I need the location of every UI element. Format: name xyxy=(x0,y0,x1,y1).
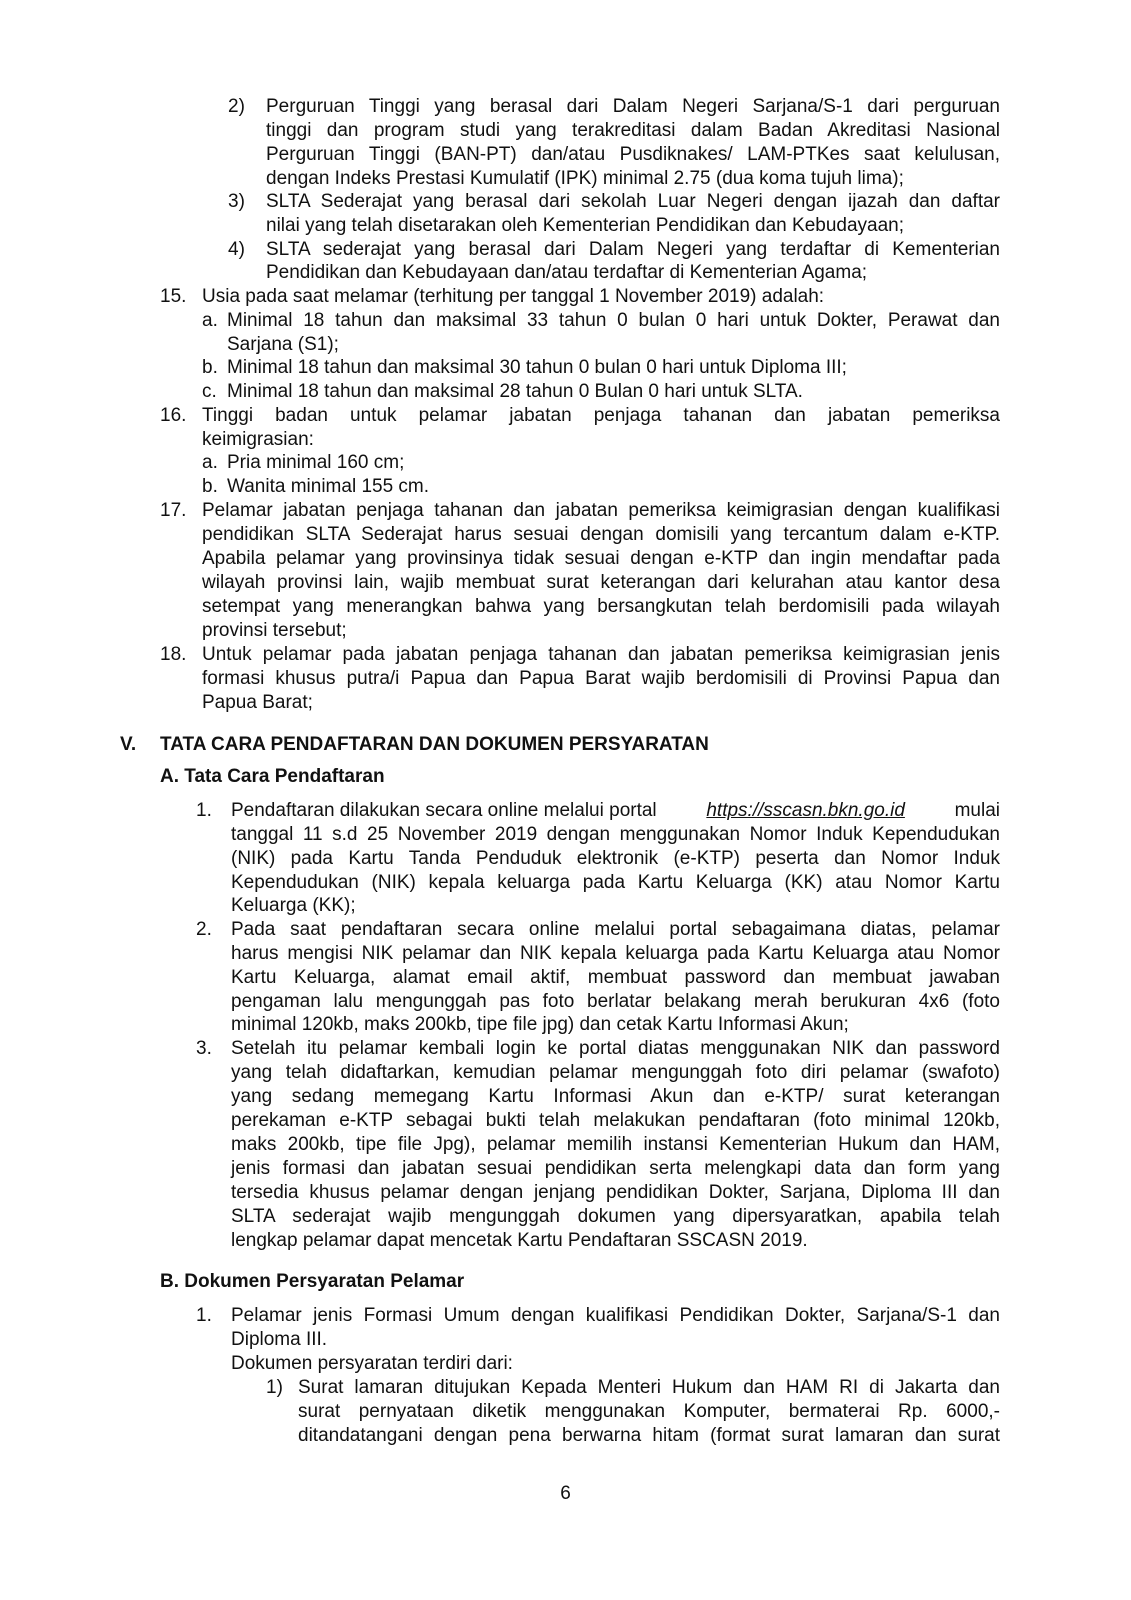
list-marker: 2) xyxy=(228,96,245,117)
paragraph-line: tinggi dan program studi yang terakreditasi dalam Badan Akreditasi Nasional xyxy=(266,120,1000,141)
paragraph-line: nilai yang telah disetarakan oleh Kementerian Pendidikan dan Kebudayaan; xyxy=(266,215,905,236)
list-marker: a. xyxy=(202,310,218,331)
paragraph-line: SLTA Sederajat yang berasal dari sekolah Luar Negeri dengan ijazah dan daftar xyxy=(266,191,1000,212)
paragraph-line: (NIK) pada Kartu Tanda Penduduk elektronik (e-KTP) peserta dan Nomor Induk xyxy=(231,848,1000,869)
list-marker: c. xyxy=(202,381,217,402)
section-numeral: V. xyxy=(120,734,137,755)
paragraph-line: Untuk pelamar pada jabatan penjaga tahanan dan jabatan pemeriksa keimigrasian jenis xyxy=(202,644,1000,665)
list-marker: b. xyxy=(202,476,218,497)
list-marker: 1) xyxy=(266,1377,283,1398)
paragraph-line: formasi khusus putra/i Papua dan Papua Barat wajib berdomisili di Provinsi Papua dan xyxy=(202,668,1000,689)
paragraph-line: Usia pada saat melamar (terhitung per tanggal 1 November 2019) adalah: xyxy=(202,286,825,307)
paragraph-line: Diploma III. xyxy=(231,1329,328,1350)
paragraph-line: provinsi tersebut; xyxy=(202,620,347,641)
paragraph-line: Keluarga (KK); xyxy=(231,895,356,916)
paragraph-line: Pelamar jenis Formasi Umum dengan kualifikasi Pendidikan Dokter, Sarjana/S-1 dan xyxy=(231,1305,1000,1326)
paragraph-line: Setelah itu pelamar kembali login ke portal diatas menggunakan NIK dan password xyxy=(231,1038,1000,1059)
paragraph-line: Minimal 18 tahun dan maksimal 30 tahun 0 bulan 0 hari untuk Diploma III; xyxy=(227,357,847,378)
paragraph-line: perekaman e-KTP sebagai bukti telah melakukan pendaftaran (foto minimal 120kb, xyxy=(231,1110,1000,1131)
list-marker: 18. xyxy=(160,644,187,665)
paragraph-line: Sarjana (S1); xyxy=(227,334,339,355)
paragraph-line: pengaman lalu mengunggah pas foto berlatar belakang merah berukuran 4x6 (foto xyxy=(231,991,1000,1012)
paragraph-line: Minimal 18 tahun dan maksimal 28 tahun 0 Bulan 0 hari untuk SLTA. xyxy=(227,381,803,402)
paragraph-line: Pendidikan dan Kebudayaan dan/atau terdaftar di Kementerian Agama; xyxy=(266,262,868,283)
list-marker: 2. xyxy=(196,919,212,940)
list-marker: 3. xyxy=(196,1038,212,1059)
paragraph-line: lengkap pelamar dapat mencetak Kartu Pendaftaran SSCASN 2019. xyxy=(231,1230,808,1251)
text-span: Pendaftaran dilakukan secara online melalui portal xyxy=(231,800,657,821)
paragraph-line: jenis formasi dan jabatan sesuai pendidikan serta melengkapi data dan form yang xyxy=(231,1158,1000,1179)
paragraph-line: setempat yang menerangkan bahwa yang bersangkutan telah berdomisili pada wilayah xyxy=(202,596,1000,617)
paragraph-line: Pada saat pendaftaran secara online melalui portal sebagaimana diatas, pelamar xyxy=(231,919,1000,940)
paragraph-line: Surat lamaran ditujukan Kepada Menteri Hukum dan HAM RI di Jakarta dan xyxy=(298,1377,1000,1398)
paragraph-line: SLTA sederajat yang berasal dari Dalam Negeri yang terdaftar di Kementerian xyxy=(266,239,1000,260)
paragraph-line: tersedia khusus pelamar dengan jenjang pendidikan Dokter, Sarjana, Diploma III dan xyxy=(231,1182,1000,1203)
paragraph-line: Papua Barat; xyxy=(202,692,313,713)
page-number: 6 xyxy=(560,1483,571,1504)
list-marker: 1. xyxy=(196,1305,212,1326)
paragraph-line: dengan Indeks Prestasi Kumulatif (IPK) minimal 2.75 (dua koma tujuh lima); xyxy=(266,168,904,189)
paragraph-line: pendidikan SLTA Sederajat harus sesuai dengan domisili yang tercantum dalam e-KTP. xyxy=(202,524,1000,545)
paragraph-line: Wanita minimal 155 cm. xyxy=(227,476,430,497)
paragraph-line: Perguruan Tinggi yang berasal dari Dalam Negeri Sarjana/S-1 dari perguruan xyxy=(266,96,1000,117)
paragraph-line xyxy=(231,799,1000,823)
paragraph-line: Perguruan Tinggi (BAN-PT) dan/atau Pusdiknakes/ LAM-PTKes saat kelulusan, xyxy=(266,144,1000,165)
paragraph-line: wilayah provinsi lain, wajib membuat surat keterangan dari kelurahan atau kantor desa xyxy=(202,572,1000,593)
paragraph-line: minimal 120kb, maks 200kb, tipe file jpg) dan cetak Kartu Informasi Akun; xyxy=(231,1014,849,1035)
paragraph-line: Tinggi badan untuk pelamar jabatan penjaga tahanan dan jabatan pemeriksa xyxy=(202,405,1000,426)
paragraph-line: yang sedang memegang Kartu Informasi Akun dan e-KTP/ surat keterangan xyxy=(231,1086,1000,1107)
paragraph-line: Minimal 18 tahun dan maksimal 33 tahun 0 bulan 0 hari untuk Dokter, Perawat dan xyxy=(227,310,1000,331)
paragraph-line: Kependudukan (NIK) kepala keluarga pada Kartu Keluarga (KK) atau Nomor Kartu xyxy=(231,872,1000,893)
paragraph-line: yang telah didaftarkan, kemudian pelamar mengunggah foto diri pelamar (swafoto) xyxy=(231,1062,1000,1083)
paragraph-line: tanggal 11 s.d 25 November 2019 dengan menggunakan Nomor Induk Kependudukan xyxy=(231,824,1000,845)
list-marker: 16. xyxy=(160,405,187,426)
text-span: mulai xyxy=(954,800,1000,821)
paragraph-line: SLTA sederajat wajib mengunggah dokumen yang dipersyaratkan, apabila telah xyxy=(231,1206,1000,1227)
paragraph-line: harus mengisi NIK pelamar dan NIK kepala keluarga pada Kartu Keluarga atau Nomor xyxy=(231,943,1000,964)
paragraph-line: ditandatangani dengan pena berwarna hitam (format surat lamaran dan surat xyxy=(298,1425,1000,1446)
paragraph-line: keimigrasian: xyxy=(202,429,314,450)
list-marker: 15. xyxy=(160,286,187,307)
subsection-heading: A. Tata Cara Pendaftaran xyxy=(160,766,385,787)
paragraph-line: Apabila pelamar yang provinsinya tidak sesuai dengan e-KTP dan ingin mendaftar pada xyxy=(202,548,1000,569)
paragraph-line: surat pernyataan diketik menggunakan Komputer, bermaterai Rp. 6000,- xyxy=(298,1401,1000,1422)
list-marker: 4) xyxy=(228,239,245,260)
list-marker: 1. xyxy=(196,800,212,821)
portal-link[interactable]: https://sscasn.bkn.go.id xyxy=(706,800,905,821)
paragraph-line: Pria minimal 160 cm; xyxy=(227,452,405,473)
list-marker: 17. xyxy=(160,500,187,521)
list-marker: 3) xyxy=(228,191,245,212)
paragraph-line: Kartu Keluarga, alamat email aktif, membuat password dan membuat jawaban xyxy=(231,967,1000,988)
subsection-heading: B. Dokumen Persyaratan Pelamar xyxy=(160,1271,465,1292)
paragraph-line: Pelamar jabatan penjaga tahanan dan jabatan pemeriksa keimigrasian dengan kualifikasi xyxy=(202,500,1000,521)
paragraph-line: maks 200kb, tipe file Jpg), pelamar memilih instansi Kementerian Hukum dan HAM, xyxy=(231,1134,1000,1155)
list-marker: a. xyxy=(202,452,218,473)
list-marker: b. xyxy=(202,357,218,378)
section-heading: TATA CARA PENDAFTARAN DAN DOKUMEN PERSYARATAN xyxy=(160,734,709,755)
paragraph-line: Dokumen persyaratan terdiri dari: xyxy=(231,1353,513,1374)
